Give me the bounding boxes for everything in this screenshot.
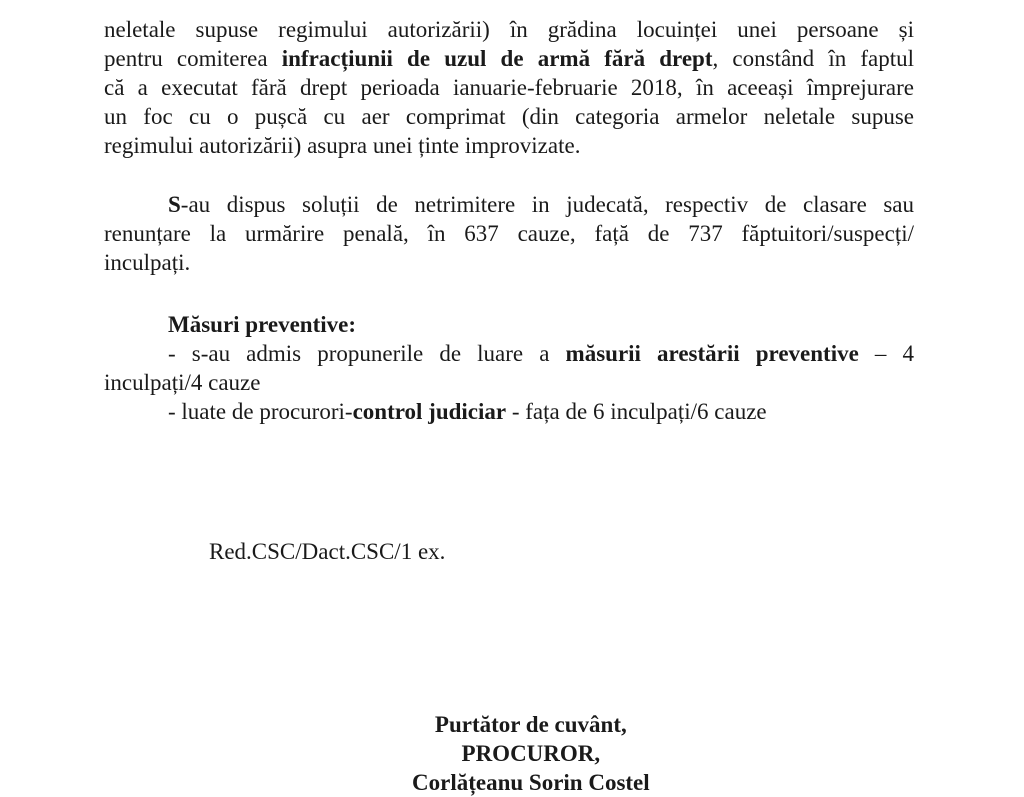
paragraph-solutions bbox=[104, 190, 914, 277]
measure-item bbox=[104, 397, 914, 426]
text-line bbox=[104, 44, 914, 73]
reference-note: Red.CSC/Dact.CSC/1 ex. bbox=[209, 539, 446, 564]
text-span: - fața de 6 inculpați/6 cauze bbox=[506, 399, 767, 424]
text-span: - s-au admis propunerile de luare a bbox=[168, 341, 566, 366]
text-span: pentru comiterea bbox=[104, 46, 282, 71]
section-heading: Măsuri preventive: bbox=[168, 312, 357, 337]
text-line: că a executat fără drept perioada ianuarie-februarie 2018, în aceeași împrejurare bbox=[104, 75, 914, 100]
bold-initial: S bbox=[168, 192, 181, 217]
bold-measure: măsurii arestării preventive bbox=[565, 341, 859, 366]
bold-offense: infracțiunii de uzul de armă fără drept bbox=[281, 46, 713, 71]
signature-block bbox=[412, 710, 650, 797]
text-line: inculpați. bbox=[104, 250, 191, 275]
text-span: , constând în faptul bbox=[712, 46, 915, 71]
signer-name: Corlățeanu Sorin Costel bbox=[412, 770, 650, 795]
signer-role: Purtător de cuvânt, bbox=[434, 712, 627, 737]
paragraph-offense bbox=[104, 15, 914, 160]
bold-measure: control judiciar bbox=[352, 399, 507, 424]
text-span: -au dispus soluții de netrimitere in judecată, respectiv de clasare sau bbox=[180, 192, 914, 217]
text-line: renunțare la urmărire penală, în 637 cauze, față de 737 făptuitori/suspecți/ bbox=[104, 221, 914, 246]
text-span: – 4 bbox=[858, 341, 915, 366]
text-span: - luate de procurori- bbox=[168, 399, 353, 424]
text-line: regimului autorizării) asupra unei ținte improvizate. bbox=[104, 133, 581, 158]
preventive-measures bbox=[104, 310, 914, 426]
text-line: neletale supuse regimului autorizării) în grădina locuinței unei persoane și bbox=[104, 17, 914, 42]
measure-continuation: inculpați/4 cauze bbox=[104, 370, 261, 395]
text-line: un foc cu o pușcă cu aer comprimat (din categoria armelor neletale supuse bbox=[104, 104, 914, 129]
text-line bbox=[104, 190, 914, 219]
measure-item bbox=[104, 339, 914, 368]
signer-title: PROCUROR, bbox=[461, 741, 601, 766]
